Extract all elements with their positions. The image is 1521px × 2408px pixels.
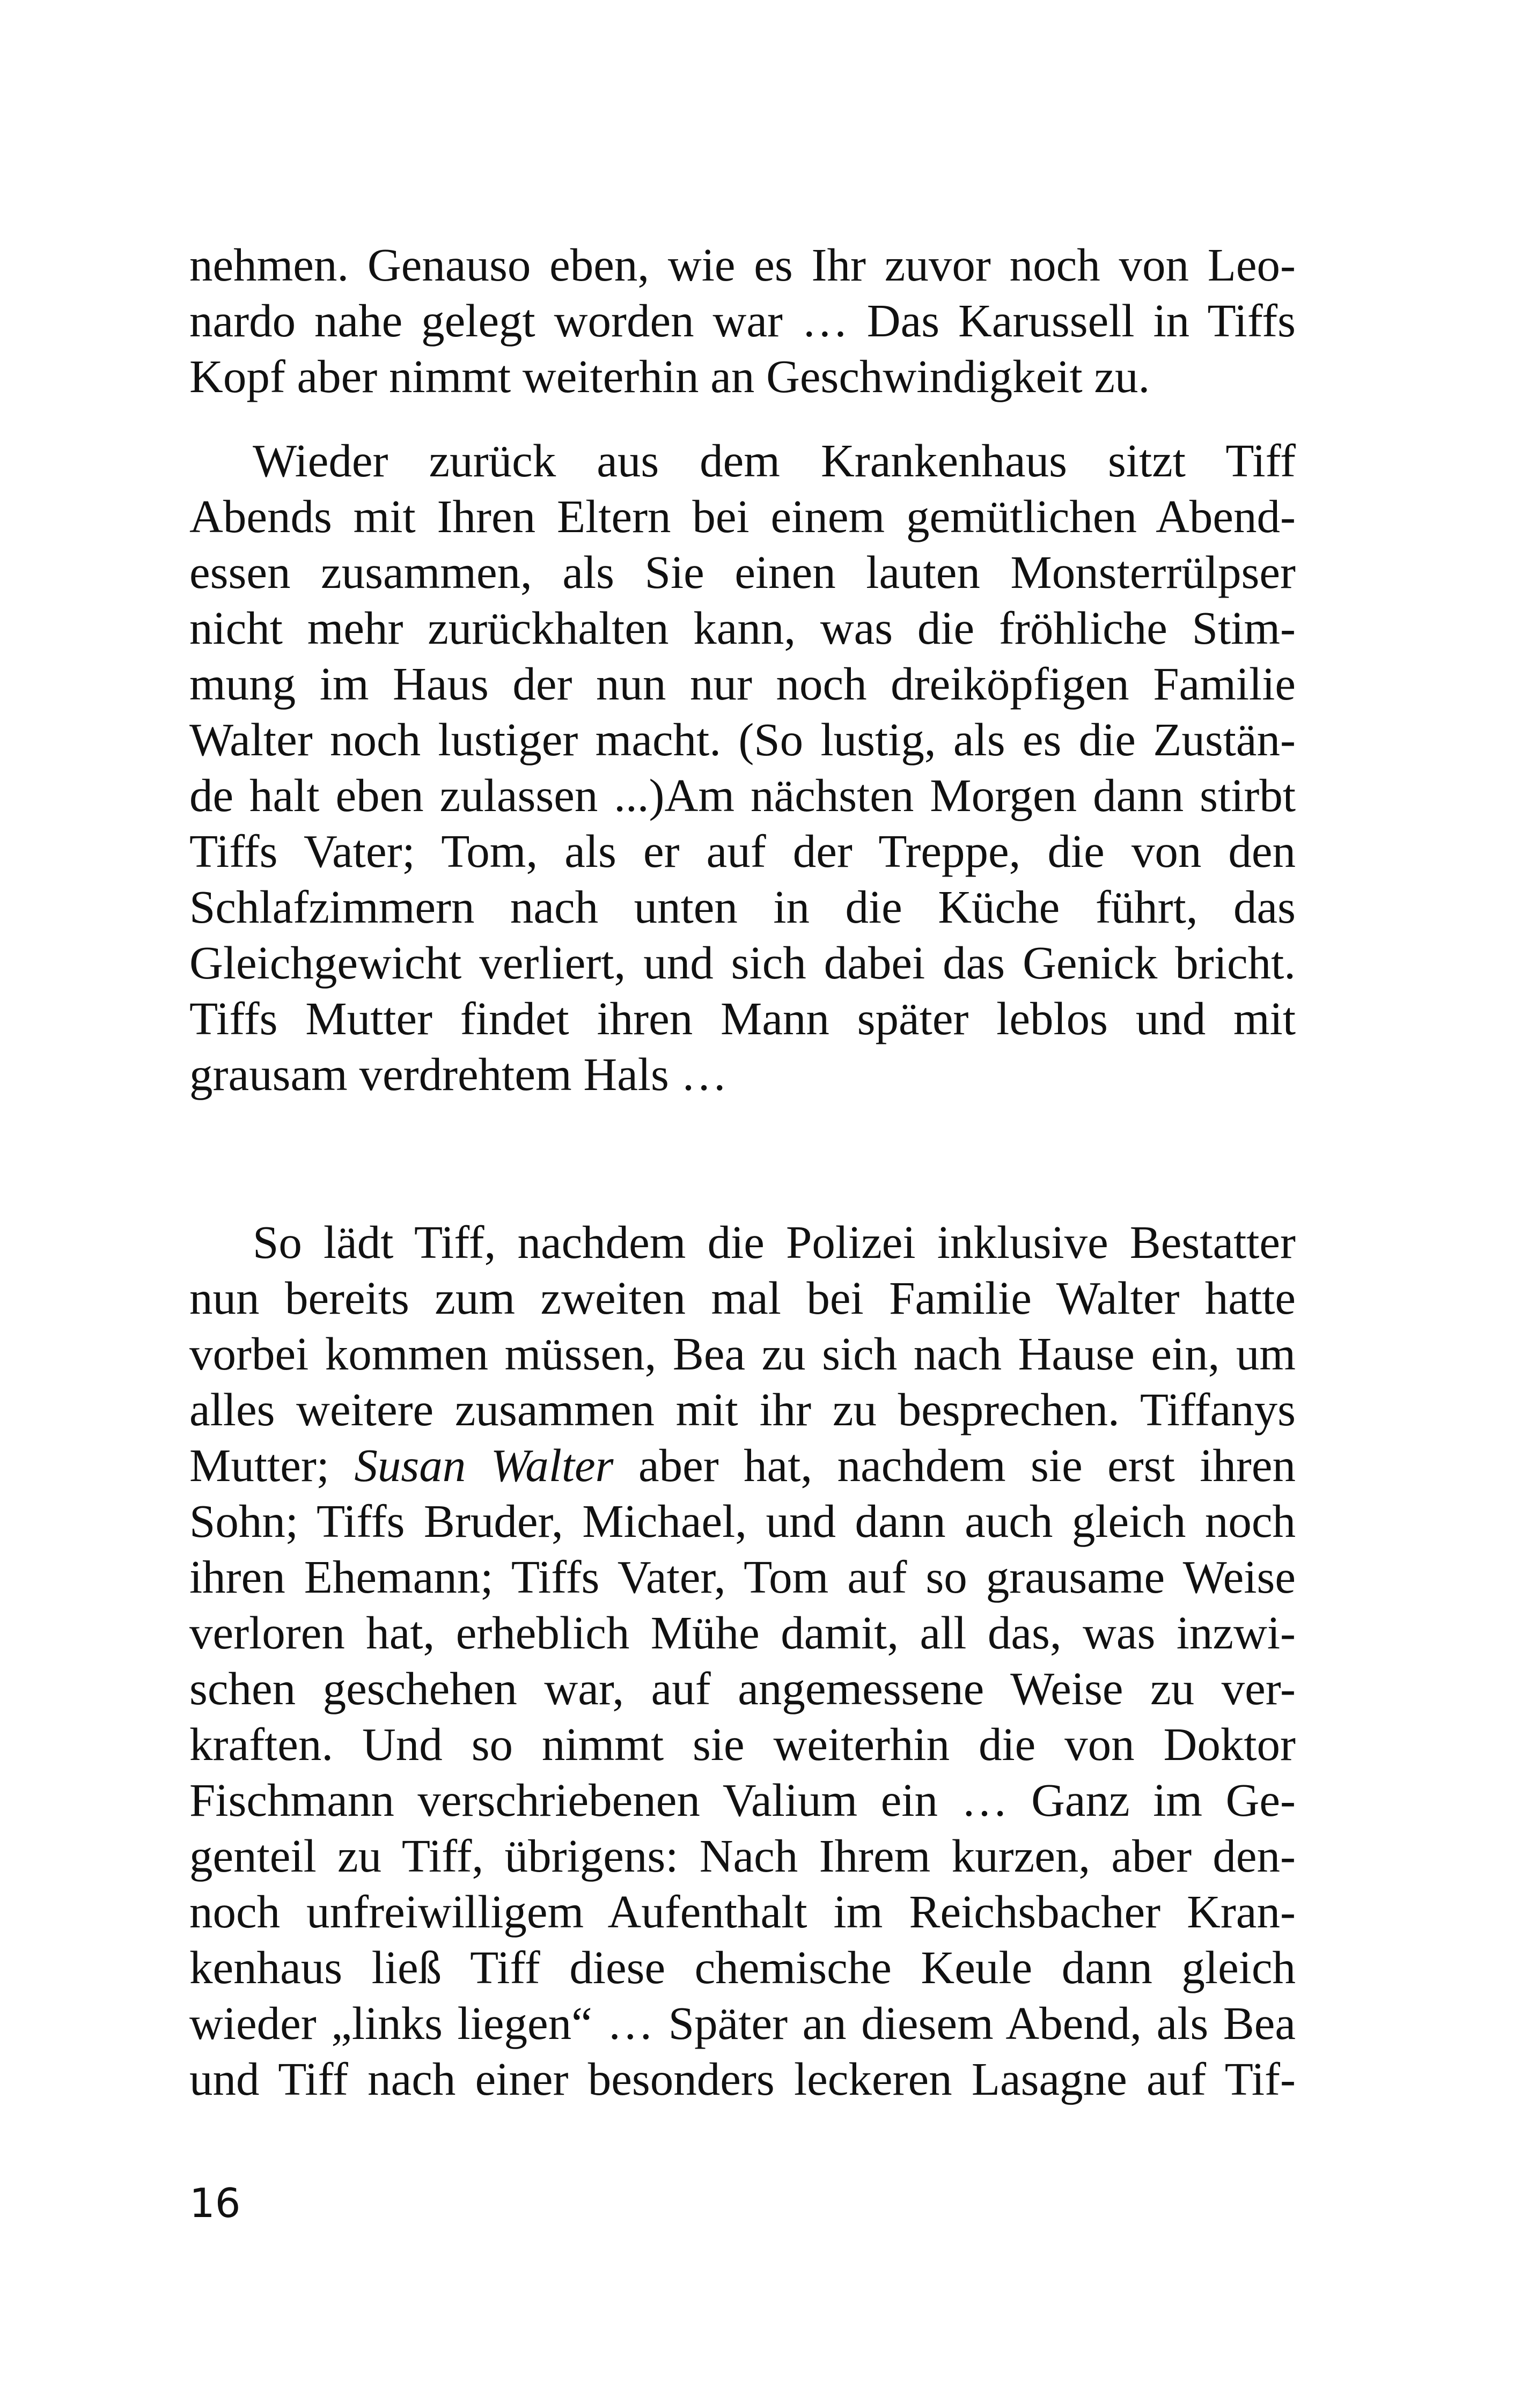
- text-line: Abends mit Ihren Eltern bei einem gemütlichen Abend-: [189, 490, 1296, 542]
- text-line: Tiffs Mutter findet ihren Mann später leblos und mit: [189, 992, 1296, 1044]
- text-line: nardo nahe gelegt worden war … Das Karussell in Tiffs: [189, 294, 1296, 347]
- text-line: [189, 1438, 1296, 1493]
- text-line: verloren hat, erheblich Mühe damit, all das, was inzwi-: [189, 1607, 1296, 1659]
- text-line: und Tiff nach einer besonders leckeren Lasagne auf Tif-: [189, 2053, 1296, 2105]
- text-line: alles weitere zusammen mit ihr zu besprechen. Tiffanys: [189, 1383, 1296, 1435]
- text-line: Sohn; Tiffs Bruder, Michael, und dann auch gleich noch: [189, 1495, 1296, 1547]
- text-line: vorbei kommen müssen, Bea zu sich nach Hause ein, um: [189, 1328, 1296, 1380]
- text-line: mung im Haus der nun nur noch dreiköpfigen Familie: [189, 658, 1296, 710]
- text-line: Walter noch lustiger macht. (So lustig, als es die Zustän-: [189, 713, 1296, 765]
- text-line: Tiffs Vater; Tom, als er auf der Treppe, die von den: [189, 825, 1296, 877]
- text-line: Kopf aber nimmt weiterhin an Geschwindigkeit zu.: [189, 350, 1150, 402]
- text-line: Fischmann verschriebenen Valium ein … Ganz im Ge-: [189, 1774, 1296, 1826]
- text-segment: Mutter;: [189, 1439, 355, 1491]
- text-line: nicht mehr zurückhalten kann, was die fröhliche Stim-: [189, 602, 1296, 654]
- text-line: genteil zu Tiff, übrigens: Nach Ihrem kurzen, aber den-: [189, 1830, 1296, 1882]
- text-line: noch unfreiwilligem Aufenthalt im Reichsbacher Kran-: [189, 1886, 1296, 1938]
- text-line: essen zusammen, als Sie einen lauten Monsterrülpser: [189, 546, 1296, 598]
- text-line: schen geschehen war, auf angemessene Weise zu ver-: [189, 1662, 1296, 1714]
- italic-name: Susan Walter: [354, 1439, 614, 1491]
- text-line: kraften. Und so nimmt sie weiterhin die von Doktor: [189, 1718, 1296, 1770]
- text-line: Schlafzimmern nach unten in die Küche führt, das: [189, 881, 1296, 933]
- text-line: nun bereits zum zweiten mal bei Familie Walter hatte: [189, 1272, 1296, 1324]
- text-segment: aber hat, nachdem sie erst ihren: [613, 1439, 1296, 1491]
- text-line: ihren Ehemann; Tiffs Vater, Tom auf so grausame Weise: [189, 1551, 1296, 1603]
- text-line: grausam verdrehtem Hals …: [189, 1048, 728, 1100]
- text-line: de halt eben zulassen ...)Am nächsten Morgen dann stirbt: [189, 769, 1296, 821]
- page-number: 16: [189, 2179, 241, 2227]
- text-line: So lädt Tiff, nachdem die Polizei inklusive Bestatter: [253, 1216, 1296, 1268]
- text-line: wieder „links liegen“ … Später an diesem Abend, als Bea: [189, 1997, 1296, 2049]
- text-line: kenhaus ließ Tiff diese chemische Keule dann gleich: [189, 1941, 1296, 1993]
- text-line: nehmen. Genauso eben, wie es Ihr zuvor noch von Leo-: [189, 239, 1296, 291]
- text-line: Wieder zurück aus dem Krankenhaus sitzt Tiff: [253, 435, 1296, 487]
- text-line: Gleichgewicht verliert, und sich dabei das Genick bricht.: [189, 937, 1296, 989]
